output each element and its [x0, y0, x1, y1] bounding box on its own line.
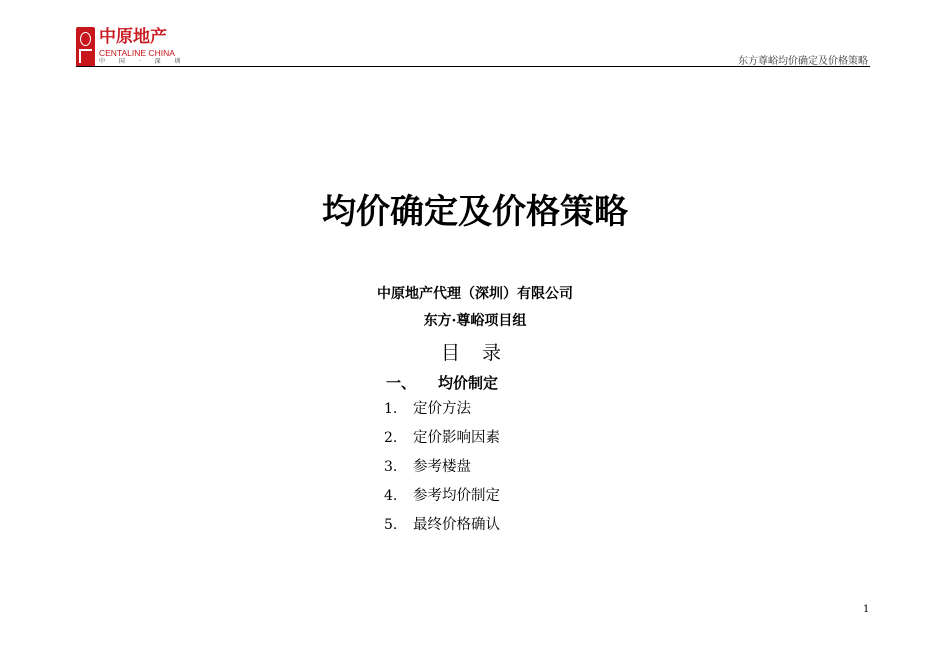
toc-item-label: 最终价格确认	[413, 517, 500, 533]
logo-name-en: CENTALINE CHINA	[99, 48, 175, 58]
toc-section-label: 均价制定	[438, 374, 499, 392]
header-doc-title: 东方尊峪均价确定及价格策略	[738, 56, 868, 67]
toc-item	[384, 428, 500, 457]
toc-section	[386, 372, 498, 393]
toc-item-label: 参考楼盘	[413, 459, 471, 475]
toc-item-label: 定价影响因素	[413, 430, 500, 446]
toc-item-number: 4.	[384, 488, 398, 504]
logo-location: 中 国 · 深 圳	[99, 58, 187, 65]
toc-heading: 目 录	[440, 342, 510, 364]
page-number: 1	[863, 604, 870, 615]
toc-item-number: 5.	[384, 517, 398, 533]
toc-item	[384, 457, 500, 486]
project-team: 东方·尊峪项目组	[423, 313, 527, 329]
toc-item-label: 定价方法	[413, 401, 471, 417]
logo-name-cn: 中原地产	[99, 27, 167, 47]
toc-item-number: 2.	[384, 430, 398, 446]
toc-list	[384, 399, 500, 544]
centaline-seal-icon	[76, 27, 95, 67]
toc-item-number: 3.	[384, 459, 398, 475]
document-title: 均价确定及价格策略	[322, 192, 628, 232]
toc-item	[384, 486, 500, 515]
toc-item	[384, 399, 500, 428]
toc-item-label: 参考均价制定	[413, 488, 500, 504]
toc-section-number: 一、	[386, 374, 417, 392]
header-divider	[76, 66, 870, 67]
centaline-logo	[76, 27, 187, 69]
company-name: 中原地产代理（深圳）有限公司	[377, 286, 573, 302]
toc-item-number: 1.	[384, 401, 398, 417]
toc-item	[384, 515, 500, 544]
